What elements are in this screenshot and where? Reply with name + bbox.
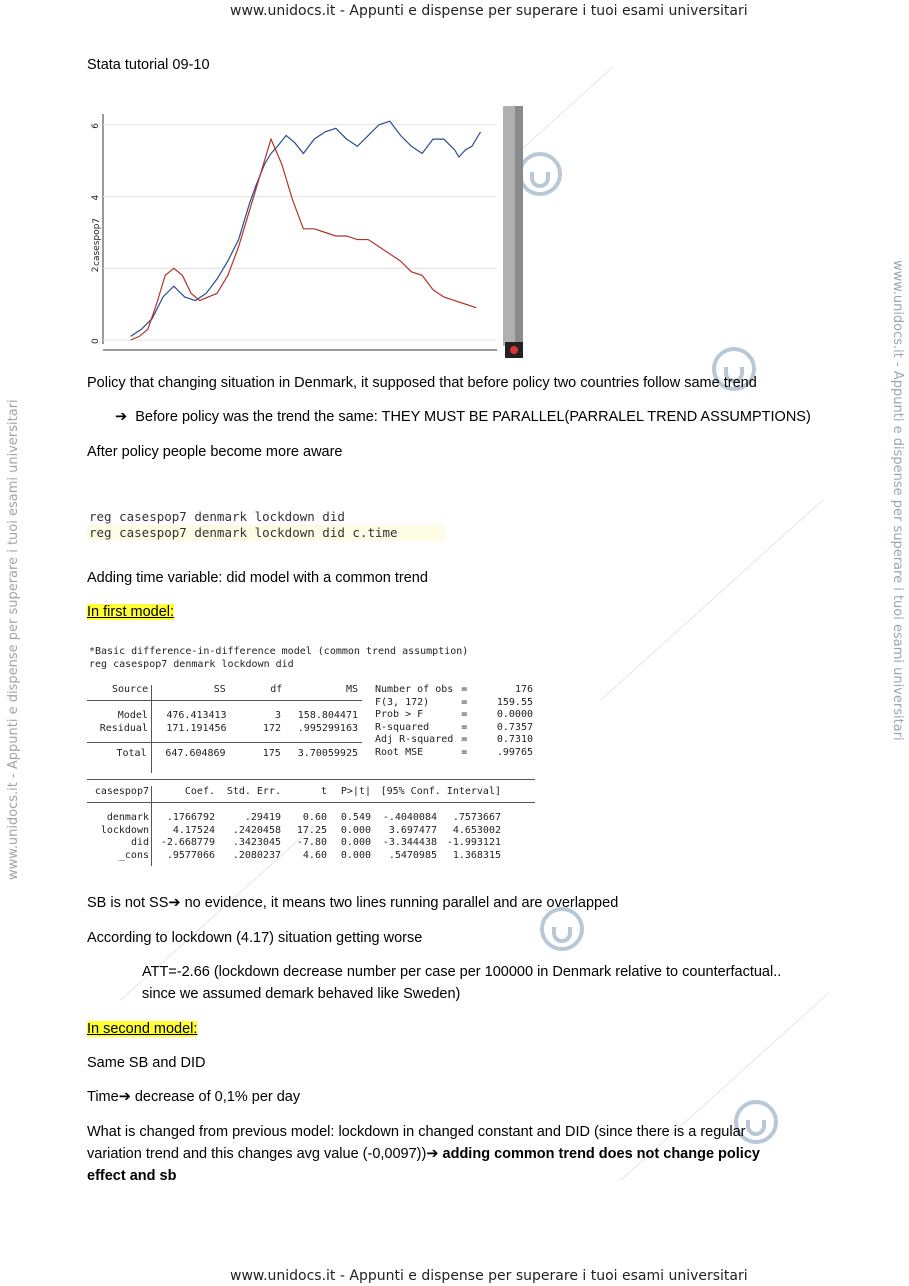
coef-header-row: casespop7 Coef. Std. Err. t P>|t| [95% Conf. Interval] bbox=[94, 786, 501, 797]
bullet-text: Before policy was the trend the same: THEY MUST BE PARALLEL(PARRALEL TREND ASSUMPTIONS) bbox=[135, 409, 811, 425]
anova-table bbox=[87, 684, 362, 697]
paragraph: SB is not SS➔ no evidence, it means two lines running parallel and are overlapped bbox=[87, 895, 619, 911]
table-row: Residual 171.191456 172 .995299163 bbox=[99, 722, 358, 734]
arrow-icon: ➔ bbox=[426, 1146, 439, 1162]
paragraph: effect and sb bbox=[87, 1168, 177, 1184]
table-row: _cons .9577066 .2080237 4.60 0.000 .5470985 1.368315 bbox=[118, 849, 501, 861]
y-axis-label: casespop7 bbox=[92, 217, 102, 266]
paragraph: What is changed from previous model: lockdown in changed constant and DID (since there is a regular bbox=[87, 1124, 746, 1140]
paragraph: According to lockdown (4.17) situation getting worse bbox=[87, 930, 423, 946]
unidocs-logo-icon bbox=[516, 150, 564, 198]
paragraph: Same SB and DID bbox=[87, 1055, 206, 1071]
table-row: denmark .1766792 .29419 0.60 0.549 -.4040084 .7573667 bbox=[106, 812, 501, 823]
record-dot-icon bbox=[510, 346, 518, 354]
stata-command: reg casespop7 denmark lockdown did bbox=[89, 659, 294, 670]
anova-total bbox=[87, 748, 362, 761]
chart-scrollbar-thumb bbox=[515, 106, 523, 346]
paragraph: Policy that changing situation in Denmark, it supposed that before policy two countries follow same trend bbox=[87, 375, 757, 391]
stata-comment: *Basic difference-in-difference model (common trend assumption) bbox=[89, 646, 469, 657]
code-line-2: reg casespop7 denmark lockdown did c.time bbox=[89, 525, 398, 540]
paragraph: variation trend and this changes avg value (-0,0097))➔ adding common trend does not change policy bbox=[87, 1146, 760, 1162]
y-tick-label: 6 bbox=[91, 123, 101, 129]
table-row: did -2.668779 .3423045 -7.80 0.000 -3.344438 -1.993121 bbox=[130, 837, 501, 848]
arrow-icon: ➔ bbox=[115, 409, 128, 425]
code-line-1: reg casespop7 denmark lockdown did bbox=[89, 509, 345, 524]
y-tick-label: 0 bbox=[91, 338, 101, 344]
anova-header-row: Source SS df MS bbox=[112, 684, 358, 695]
model-stats: Number of obs = 176 F(3, 172) = 159.55 Prob > F = 0.0000 R-squared = 0.7357 Adj R-squared = 0.7310 Root MSE = .99765 bbox=[375, 684, 533, 758]
table-row: lockdown 4.17524 .2420458 17.25 0.000 3.697477 4.653002 bbox=[100, 824, 501, 836]
coef-header bbox=[87, 786, 505, 799]
highlighted-heading: In first model: bbox=[87, 604, 175, 620]
chart-image bbox=[87, 106, 523, 358]
table-row: Total 647.604869 175 3.70059925 bbox=[116, 748, 358, 759]
stata-output bbox=[87, 645, 537, 870]
arrow-icon: ➔ bbox=[168, 895, 181, 911]
y-tick-label: 4 bbox=[91, 194, 101, 201]
watermark-top: www.unidocs.it - Appunti e dispense per superare i tuoi esami universitari bbox=[230, 3, 748, 19]
watermark-left: www.unidocs.it - Appunti e dispense per superare i tuoi esami universitari bbox=[6, 399, 21, 880]
arrow-icon: ➔ bbox=[118, 1089, 131, 1105]
watermark-bottom: www.unidocs.it - Appunti e dispense per superare i tuoi esami universitari bbox=[230, 1268, 748, 1284]
paragraph: Time➔ decrease of 0,1% per day bbox=[87, 1089, 301, 1105]
chart-background bbox=[87, 106, 523, 358]
y-tick-label: 2 bbox=[91, 266, 101, 273]
watermark-right: www.unidocs.it - Appunti e dispense per superare i tuoi esami universitari bbox=[890, 260, 905, 741]
page-title: Stata tutorial 09-10 bbox=[87, 57, 210, 73]
heading-second-model bbox=[87, 1019, 197, 1039]
anova-body bbox=[87, 710, 362, 735]
code-block bbox=[87, 508, 445, 542]
bullet-item bbox=[115, 407, 811, 427]
highlighted-heading: In second model: bbox=[87, 1021, 198, 1037]
watermark-line bbox=[600, 499, 824, 700]
paragraph: After policy people become more aware bbox=[87, 444, 343, 460]
table-row: Model 476.413413 3 158.804471 bbox=[117, 710, 358, 721]
paragraph-indented: since we assumed demark behaved like Sweden) bbox=[142, 986, 461, 1002]
heading-first-model bbox=[87, 602, 174, 622]
paragraph-indented: ATT=-2.66 (lockdown decrease number per case per 100000 in Denmark relative to counterfactual.. bbox=[142, 964, 782, 980]
coef-body bbox=[87, 812, 505, 862]
paragraph: Adding time variable: did model with a common trend bbox=[87, 570, 428, 586]
line-chart bbox=[87, 106, 523, 358]
